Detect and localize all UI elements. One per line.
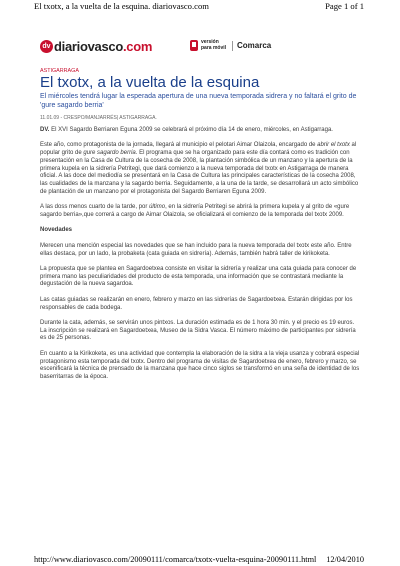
section-link-comarca[interactable]: Comarca bbox=[237, 41, 272, 50]
mobile-phone-icon bbox=[190, 40, 198, 51]
article bbox=[40, 68, 362, 389]
p2-text-e: . El programa que se ha organizado para este día contará como es tradición con presentación en la Casa de Cultura de la cosecha de 2008, la plantación simbólica de un manzano y la apertura de la primera kupela en la sidrería Petritegi, que dará comienzo a la nueva temporada del txotx en Astigarraga de manera oficial. A las doce del mediodía se presentará en la Casa de Cultura las principales características de la cosecha 2008, las cualidades de la manzana y la sagardo berria. Seguidamente, a la una de la tarde, se desarrollará un acto simbólico de plantación de un manzano por el protagonista del Sagardo Berriaren Eguna 2009. bbox=[40, 150, 359, 196]
p2-text-c: al popular grito de bbox=[40, 142, 357, 157]
p3-text-b: último bbox=[149, 204, 166, 211]
article-headline: El txotx, a la vuelta de la esquina bbox=[40, 74, 260, 91]
body-paragraph-3 bbox=[40, 204, 362, 220]
body-paragraph-1 bbox=[40, 127, 362, 135]
logo-name: diariovasco bbox=[54, 39, 123, 54]
p2-text-b: abrir el txotx bbox=[317, 142, 350, 149]
section-heading-novedades: Novedades bbox=[40, 227, 73, 234]
logo-domain: .com bbox=[122, 39, 153, 54]
mobile-version-label bbox=[201, 40, 226, 51]
print-footer bbox=[0, 552, 400, 566]
dv-logo-icon: dv bbox=[40, 40, 53, 53]
site-logo-text bbox=[54, 39, 152, 54]
article-byline: 11.01.09 - CRESPO/MANJARRÉS| ASTIGARRAGA. bbox=[40, 115, 157, 121]
print-header-title: El txotx, a la vuelta de la esquina. diariovasco.com bbox=[34, 1, 209, 11]
body-paragraph-7: Durante la cata, además, se servirán unos pintxos. La duración estimada es de 1 hora 30 min. y el precio es 19 euros. La inscripción se realizará en Sagardoetxea, Museo de la Sidra Vasca. El número máximo de participantes por sidrería es de 25 personas. bbox=[40, 319, 356, 342]
mobile-line-1: versión bbox=[201, 39, 219, 45]
body-paragraph-6: Las catas guiadas se realizarán en enero, febrero y marzo en las sidrerías de Sagardoetxea. Estarán dirigidas por los responsables de cada bodega. bbox=[40, 296, 353, 311]
body-paragraph-2 bbox=[40, 142, 362, 197]
article-kicker: ASTIGARRAGA bbox=[40, 68, 79, 74]
p3-text-a: A las doss menos cuarto de la tarde, por bbox=[40, 204, 150, 211]
body-paragraph-5: La propuesta que se plantea en Sagardoetxea consiste en visitar la sidrería y realizar una cata guiada para conocer de primera mano las peculiaridades del producto de esta temporada, una información que se contrastará mediante la degustación de la nueva sagardoa. bbox=[40, 265, 357, 288]
lead-label: DV. bbox=[40, 127, 50, 133]
print-footer-date: 12/04/2010 bbox=[326, 555, 364, 564]
article-body bbox=[40, 127, 362, 382]
print-header bbox=[0, 0, 400, 14]
article-subtitle: El miércoles tendrá lugar la esperada apertura de una nueva temporada sidrera y no faltará el grito de 'gure sagardo berria' bbox=[40, 93, 357, 109]
print-header-page-number: Page 1 of 1 bbox=[325, 1, 364, 11]
p2-text-a: Este año, como protagonista de la jornada, llegará al municipio el pelotari Aimar Olaizola, encargado de bbox=[40, 142, 318, 149]
mobile-version-link[interactable] bbox=[190, 40, 226, 51]
masthead bbox=[40, 36, 360, 58]
p3-text-c: , en la sidrería Petritegi se abrirá la primera kupela y al grito de «gure sagardo berria»,que correrá a cargo de Aimar Olaizola, se oficializará el comienzo de la temporada del txotx 2009. bbox=[40, 204, 350, 219]
site-logo[interactable] bbox=[40, 39, 152, 54]
p2-text-d: gure sagardo berria bbox=[83, 150, 136, 157]
p1-text: El XVI Sagardo Berriaren Eguna 2009 se celebrará el próximo día 14 de enero, miércoles, en Astigarraga. bbox=[49, 127, 333, 133]
masthead-divider bbox=[232, 41, 233, 51]
body-paragraph-8: En cuanto a la Kirikoketa, es una actividad que contempla la elaboración de la sidra a la vieja usanza y cobrará especial protagonismo esta temporada del txotx. Dentro del programa de visitas de Sagardoetxea de enero, febrero y marzo, se escenificará la técnica de prensado de la manzana que hace cinco siglos se transformó en una seña de identidad de los baserritarras de la época. bbox=[40, 350, 360, 381]
mobile-line-2: para móvil bbox=[201, 44, 227, 51]
body-paragraph-4: Merecen una mención especial las novedades que se han incluido para la nueva temporada del txotx este año. Entre ellas destaca, por un lado, la probaketa (cata guiada en sidrería). Además, también habrá taller de kirikoketa. bbox=[40, 242, 352, 257]
print-footer-url: http://www.diariovasco.com/20090111/comarca/txotx-vuelta-esquina-20090111.html bbox=[34, 555, 317, 564]
